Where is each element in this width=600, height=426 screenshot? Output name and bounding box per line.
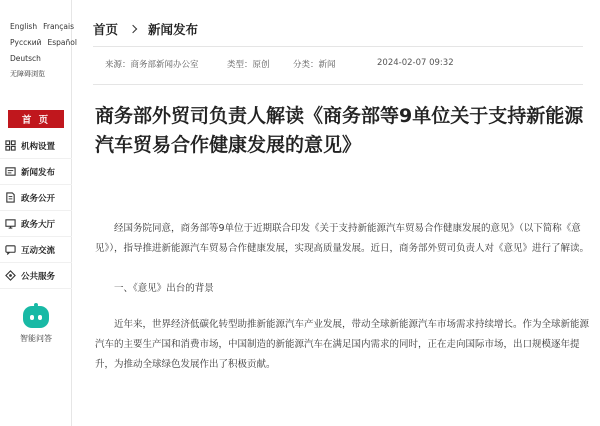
building-icon: [5, 140, 16, 151]
nav-item-label: 公共服务: [21, 271, 56, 282]
nav-item-label: 互动交流: [21, 245, 56, 256]
robot-eye: [38, 315, 42, 320]
nav-item-hall[interactable]: [0, 211, 72, 237]
chevron-right-icon: [129, 25, 137, 33]
article-body: [95, 219, 590, 375]
language-link-spanish[interactable]: Español: [47, 38, 77, 47]
language-row: [0, 22, 75, 32]
robot-eye: [30, 315, 34, 320]
meta-source: 来源：商务部新闻办公室: [105, 60, 199, 70]
barrier-free-link[interactable]: 无障碍浏览: [10, 70, 45, 78]
language-link-german[interactable]: Deutsch: [10, 54, 41, 63]
service-icon: [5, 270, 16, 281]
nav-home-button[interactable]: 首 页: [8, 110, 64, 128]
breadcrumb: [93, 20, 198, 38]
article-title: 商务部外贸司负责人解读《商务部等9单位关于支持新能源汽车贸易合作健康发展的意见》: [95, 105, 584, 156]
divider: [93, 84, 583, 85]
nav-item-public-service[interactable]: [0, 263, 72, 289]
news-icon: [5, 166, 16, 177]
breadcrumb-current[interactable]: 新闻发布: [148, 22, 199, 37]
main-content: [72, 0, 600, 426]
language-link-english[interactable]: English: [10, 22, 38, 31]
language-link-russian[interactable]: Русский: [10, 38, 42, 47]
language-row: [0, 38, 77, 48]
divider: [93, 46, 583, 47]
nav-item-organization[interactable]: [0, 133, 72, 159]
nav-item-label: 政务公开: [21, 193, 56, 204]
nav-item-label: 新闻发布: [21, 167, 56, 178]
meta-category: 分类：新闻: [293, 60, 336, 70]
nav-item-disclosure[interactable]: [0, 185, 72, 211]
article-intro: 经国务院同意，商务部等9单位于近期联合印发《关于支持新能源汽车贸易合作健康发展的意见》（以下简称《意见》），指导推进新能源汽车贸易合作健康发展，实现高质量发展。近日，商务部外贸司负责人对《意见》进行了解读。: [95, 223, 590, 254]
sidebar: [0, 0, 77, 426]
section-heading: 一、《意见》出台的背景: [114, 283, 214, 294]
breadcrumb-home-link[interactable]: 首页: [93, 22, 119, 37]
smart-qa-assistant[interactable]: [0, 306, 72, 344]
robot-icon: [23, 306, 49, 328]
language-link-french[interactable]: Français: [43, 22, 75, 31]
document-icon: [5, 192, 16, 203]
nav-item-label: 机构设置: [21, 141, 56, 152]
nav-item-interaction[interactable]: [0, 237, 72, 263]
meta-type: 类型：原创: [227, 60, 270, 70]
chat-icon: [5, 244, 16, 255]
section-paragraph: 近年来，世界经济低碳化转型助推新能源汽车产业发展，带动全球新能源汽车市场需求持续增长。作为全球新能源汽车的主要生产国和消费市场，中国制造的新能源汽车在满足国内需求的同时，正在走向国际市场，出口规模逐年提升，为推动全球绿色发展作出了积极贡献。: [95, 319, 590, 370]
nav-list: [0, 133, 72, 289]
hall-icon: [5, 218, 16, 229]
meta-date: 2024-02-07 09:32: [377, 58, 454, 68]
article-meta: [105, 58, 454, 70]
nav-item-news[interactable]: [0, 159, 72, 185]
nav-item-label: 政务大厅: [21, 219, 56, 230]
assistant-label: 智能问答: [20, 334, 52, 343]
robot-icon-wrap: [0, 306, 72, 328]
